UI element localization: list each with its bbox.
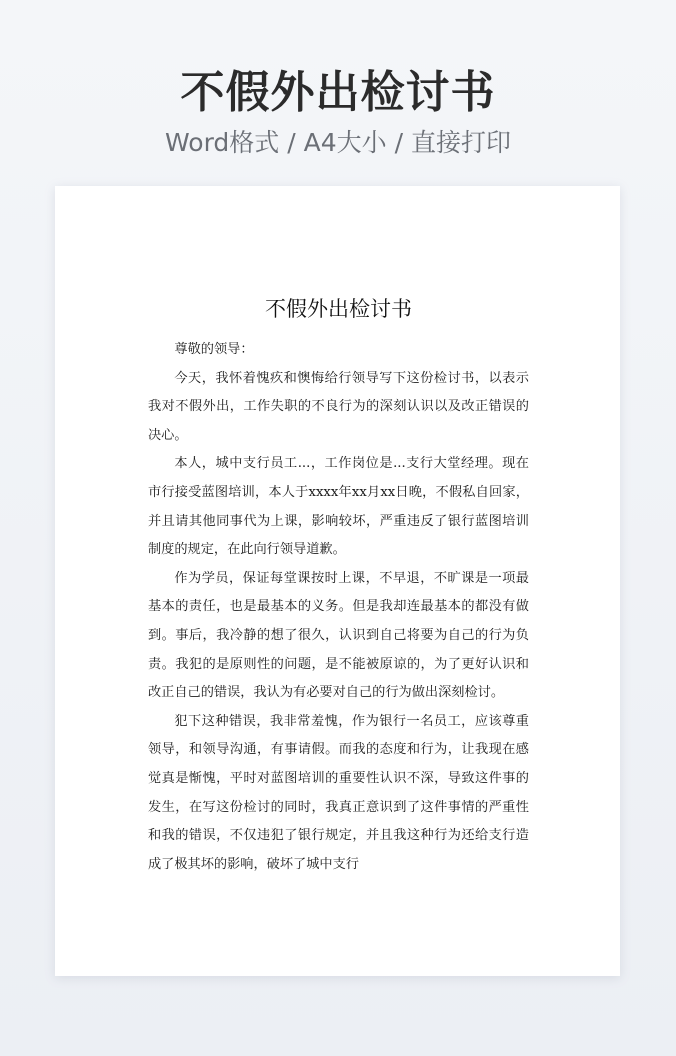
page-title: 不假外出检讨书 [180,67,496,118]
document-page [55,186,620,976]
document-paragraph: 犯下这种错误，我非常羞愧，作为银行一名员工，应该尊重领导，和领导沟通，有事请假。而我的态度和行为，让我现在感觉真是惭愧，平时对蓝图培训的重要性认识不深，导致这件事的发生，在写这份检讨的同时，我真正意识到了这件事情的严重性和我的错误，不仅违犯了银行规定，并且我这种行为还给支行造成了极其坏的影响，破坏了城中支行 [148,713,529,872]
page-subtitle: Word格式 / A4大小 / 直接打印 [165,128,511,157]
document-greeting: 尊敬的领导： [174,342,254,357]
document-paragraph: 本人，城中支行员工...，工作岗位是...支行大堂经理。现在市行接受蓝图培训，本人于xxxx年xx月xx日晚，不假私自回家，并且请其他同事代为上课，影响较坏，严重违反了银行蓝图培训制度的规定，在此向行领导道歉。 [148,456,529,558]
document-paragraph: 作为学员，保证每堂课按时上课，不早退，不旷课是一项最基本的责任，也是最基本的义务。但是我却连最基本的都没有做到。事后，我冷静的想了很久，认识到自己将要为自己的行为负责。我犯的是原则性的问题，是不能被原谅的，为了更好认识和改正自己的错误，我认为有必要对自己的行为做出深刻检讨。 [148,570,529,701]
header [0,62,676,160]
document-title: 不假外出检讨书 [265,297,412,321]
document-paragraph: 今天，我怀着愧疚和懊悔给行领导写下这份检讨书，以表示我对不假外出，工作失职的不良行为的深刻认识以及改正错误的决心。 [148,370,529,443]
document-body [148,296,529,879]
